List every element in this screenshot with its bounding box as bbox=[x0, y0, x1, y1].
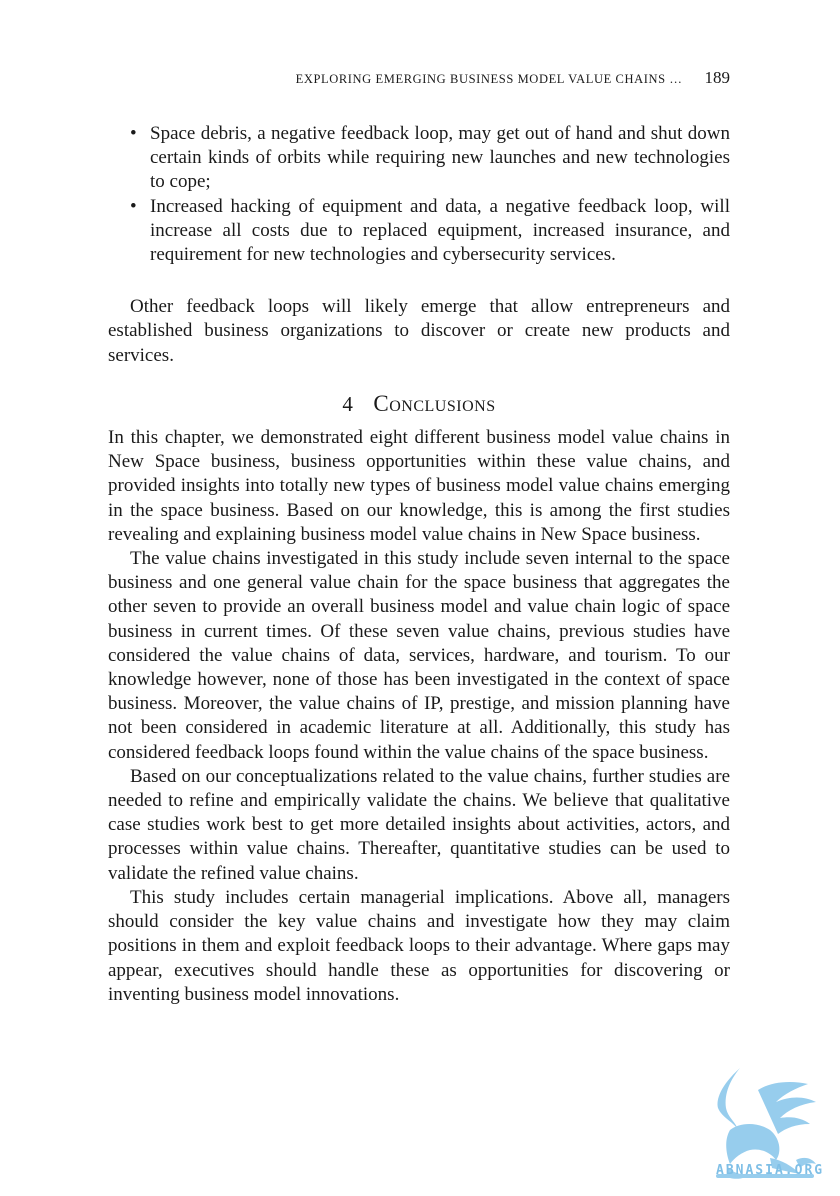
section-title: Conclusions bbox=[373, 390, 496, 416]
running-header bbox=[108, 68, 730, 92]
bullet-list bbox=[108, 122, 730, 267]
bullet-item: • Increased hacking of equipment and data, a negative feedback loop, will increase all costs due to replaced equipment, increased insurance, and requirement for new technologies and cybersecurity services. bbox=[150, 195, 730, 268]
bullet-item: • Space debris, a negative feedback loop, may get out of hand and shut down certain kinds of orbits while requiring new launches and new technologies to cope; bbox=[150, 122, 730, 195]
intro-paragraph: Other feedback loops will likely emerge that allow entrepreneurs and established business organizations to discover or create new products and services. bbox=[108, 296, 730, 366]
body-paragraph: Based on our conceptualizations related to the value chains, further studies are needed to refine and empirically validate the chains. We believe that qualitative case studies work best to get more detailed insights about activities, actors, and processes within value chains. Thereafter, quantitative studies can be used to validate the refined value chains. bbox=[108, 765, 730, 884]
section-heading bbox=[108, 392, 730, 416]
body-paragraph: The value chains investigated in this study include seven internal to the space business and one general value chain for the space business that aggregates the other seven to provide an overall business model and value chain logic of space business in current times. Of these seven value chains, previous studies have considered the value chains of data, services, hardware, and tourism. To our knowledge however, none of those has been investigated in the context of space business. Moreover, the value chains of IP, prestige, and mission planning have not been considered in academic literature at all. Additionally, this study has considered feedback loops found within the value chains of the space business. bbox=[108, 548, 730, 763]
page-body bbox=[108, 122, 730, 1007]
body-paragraph: This study includes certain managerial implications. Above all, managers should consider the key value chains and investigate how they may claim positions in them and exploit feedback loops to their advantage. Where gaps may appear, executives should handle these as opportunities for discovering or inventing business model innovations. bbox=[108, 886, 730, 1005]
page-number: 189 bbox=[704, 68, 730, 87]
body-paragraph: In this chapter, we demonstrated eight different business model value chains in New Space business, business opportunities within these value chains, and provided insights into totally new types of business model value chains emerging in the space business. Based on our knowledge, this is among the first studies revealing and explaining business model value chains in New Space business. bbox=[108, 427, 730, 545]
watermark-text: ABNASIA.ORG bbox=[716, 1163, 825, 1178]
running-title: EXPLORING EMERGING BUSINESS MODEL VALUE CHAINS … bbox=[295, 72, 683, 86]
section-number: 4 bbox=[342, 391, 354, 416]
